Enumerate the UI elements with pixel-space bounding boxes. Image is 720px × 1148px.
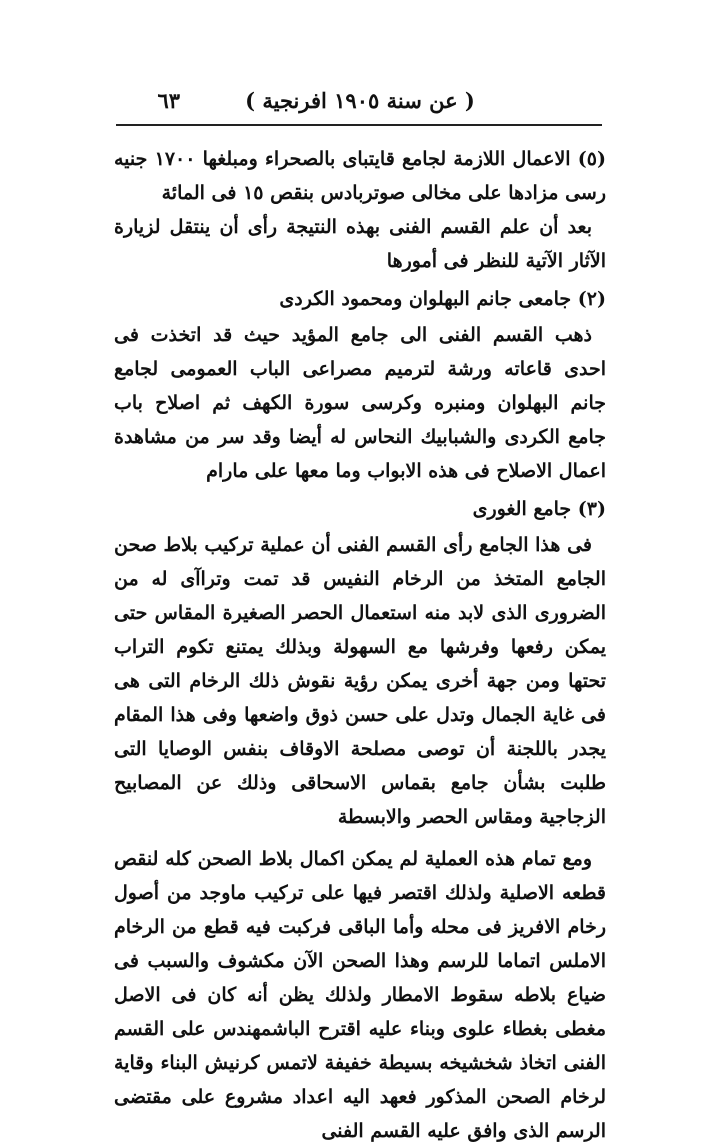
section-heading-3: (٣) جامع الغورى <box>472 498 606 520</box>
running-title: ( عن سنة ١٩٠٥ افرنجية ) <box>245 88 475 113</box>
page-header <box>116 86 604 120</box>
page-number: ٦٣ <box>157 88 180 113</box>
paragraph-ghuri-courtyard: ومع تمام هذه العملية لم يمكن اكمال بلاط الصحن كله لنقص قطعه الاصلية ولذلك اقتصر فيها على تركيب ماوجد من أصول رخام الافريز فى محله وأما الباقى فركبت فيه قطع من الرخام الاملس اتماما للرسم وهذا الصحن الآن مكشوف والسبب فى ضياع بلاطه سقوط الامطار ولذلك يظن أنه كان فى الاصل مغطى بغطاء علوى وبناء عليه اقترح الباشمهندس على القسم الفنى اتخاذ شخشيخه بسيطة خفيفة لاتمس كرنيش البناء وقاية لرخام الصحن المذكور فعهد اليه اعداد مشروع على مقتضى الرسم الذى وافق عليه القسم الفنى <box>114 848 606 1142</box>
paragraph-ghuri-paving: فى هذا الجامع رأى القسم الفنى أن عملية تركيب بلاط صحن الجامع المتخذ من الرخام النفيس قد تمت وتراآى له من الضرورى الذى لابد منه استعمال الحصر الصغيرة المقاس حتى يمكن رفعها وفرشها مع السهولة وبذلك يمتنع تكوم التراب تحتها ومن جهة أخرى يمكن رؤية نقوش ذلك الرخام التى هى فى غاية الجمال وتدل على حسن ذوق واضعها وفى هذا المقام يجدر باللجنة أن توصى مصلحة الاوقاف بنفس الوصايا التى طلبت بشأن جامع بقماس الاسحاقى وذلك عن المصابيح الزجاجية ومقاس الحصر والابسطة <box>114 534 606 828</box>
section-heading-2: (٢) جامعى جانم البهلوان ومحمود الكردى <box>279 288 606 310</box>
header-rule <box>116 124 602 126</box>
page-body <box>114 142 606 1148</box>
paragraph-inspection-intro: بعد أن علم القسم الفنى بهذه النتيجة رأى أن ينتقل لزيارة الآثار الآتية للنظر فى أمورها <box>114 216 606 272</box>
paragraph-item-5: (٥) الاعمال اللازمة لجامع قايتباى بالصحراء ومبلغها ١٧٠٠ جنيه رسى مزادها على مخالى صوتربادس بنقص ١٥ فى المائة <box>114 148 606 204</box>
paragraph-muayyad-workshop: ذهب القسم الفنى الى جامع المؤيد حيث قد اتخذت فى احدى قاعاته ورشة لترميم مصراعى الباب العمومى لجامع جانم البهلوان ومنبره وكرسى سورة الكهف ثم اصلاح باب جامع الكردى والشبابيك النحاس له أيضا وقد سر من مشاهدة اعمال الاصلاح فى هذه الابواب وما معها على مارام <box>114 324 606 482</box>
